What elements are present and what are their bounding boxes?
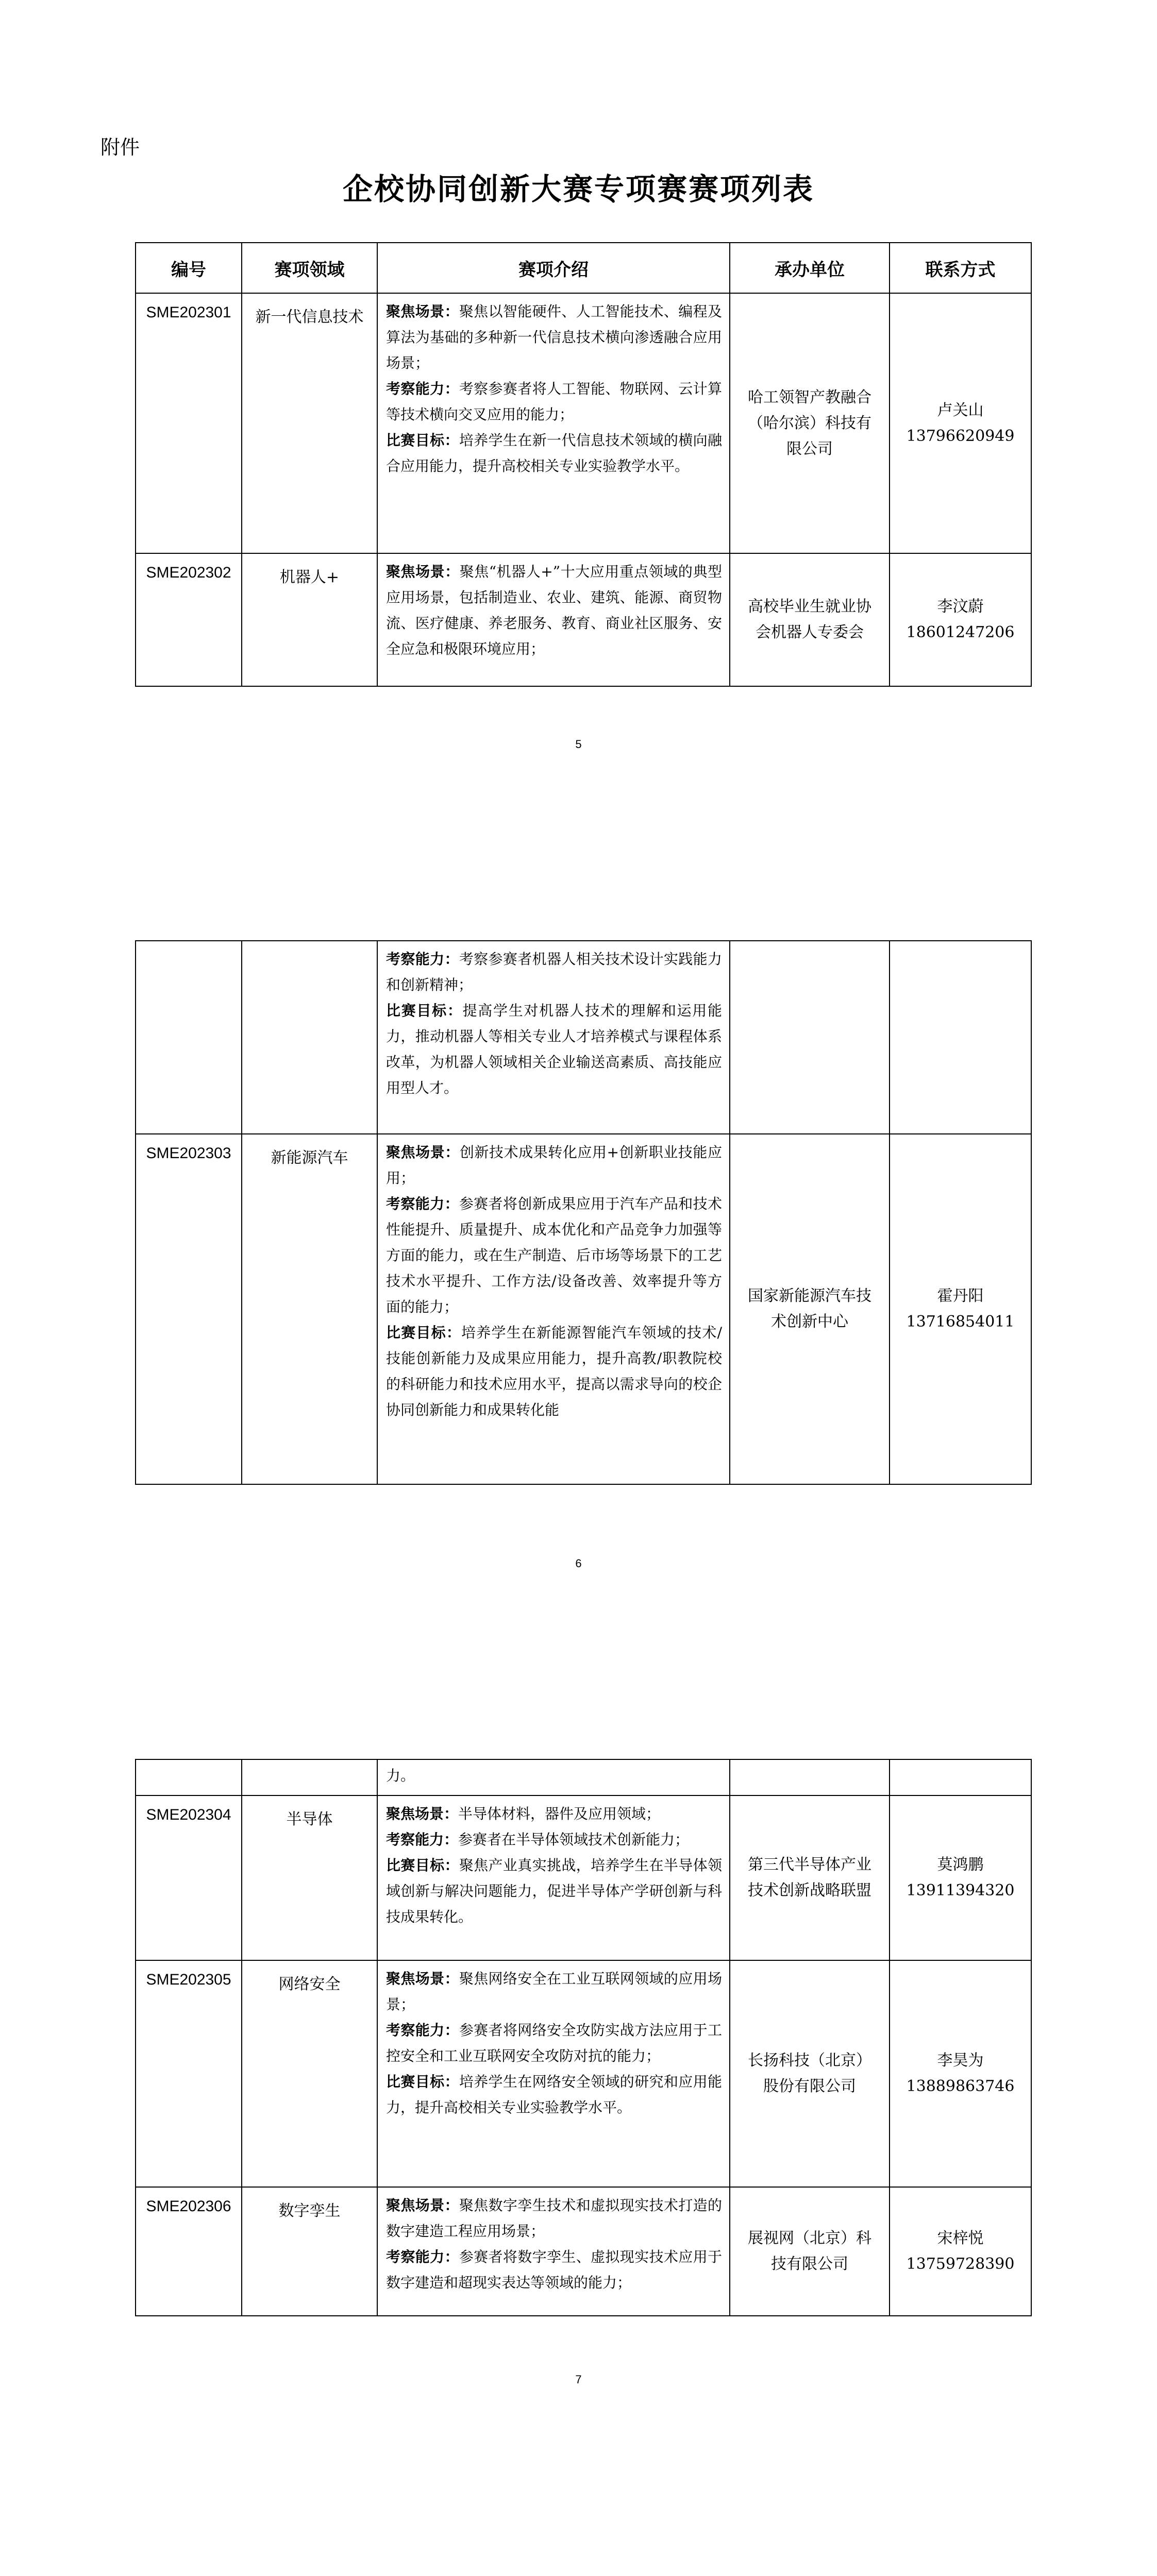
contact-person: 霍丹阳 xyxy=(937,1287,984,1305)
table-header-row xyxy=(136,243,1031,293)
focus-text: 聚焦以智能硬件、人工智能技术、编程及算法为基础的多种新一代信息技术横向渗透融合应用场景； xyxy=(386,303,722,371)
row-field: 网络安全 xyxy=(242,1960,377,2187)
assess-label: 考察能力： xyxy=(386,2022,459,2039)
goal-text: 提高学生对机器人技术的理解和运用能力，推动机器人等相关专业人才培养模式与课程体系改革，为机器人领域相关企业输送高素质、高技能应用型人才。 xyxy=(386,1002,722,1096)
goal-label: 比赛目标： xyxy=(386,1324,462,1341)
header-contact: 联系方式 xyxy=(890,243,1031,293)
row-contact xyxy=(890,2187,1031,2316)
page-2 xyxy=(0,818,1157,1635)
row-contact xyxy=(890,1960,1031,2187)
table-row xyxy=(136,1960,1031,2187)
row-code-empty xyxy=(136,941,242,1134)
row-code: SME202306 xyxy=(136,2187,242,2316)
assess-label: 考察能力： xyxy=(386,951,459,968)
contact-phone: 18601247206 xyxy=(906,623,1015,641)
row-intro xyxy=(377,293,730,553)
table-row xyxy=(136,553,1031,686)
goal-label: 比赛目标： xyxy=(386,1002,463,1019)
table-row xyxy=(136,1795,1031,1960)
row-intro xyxy=(377,1134,730,1484)
page-number: 7 xyxy=(575,2373,582,2386)
goal-text: 培养学生在新一代信息技术领域的横向融合应用能力，提升高校相关专业实验教学水平。 xyxy=(386,432,722,474)
row-code-empty xyxy=(136,1759,242,1795)
row-field: 半导体 xyxy=(242,1795,377,1960)
table-row xyxy=(136,293,1031,553)
document-title: 企校协同创新大赛专项赛赛项列表 xyxy=(342,172,814,207)
page-number: 5 xyxy=(575,738,582,751)
assess-label: 考察能力： xyxy=(386,2248,459,2265)
row-organizer: 第三代半导体产业技术创新战略联盟 xyxy=(730,1795,890,1960)
goal-label: 比赛目标： xyxy=(386,432,459,449)
row-contact xyxy=(890,1795,1031,1960)
row-code: SME202303 xyxy=(136,1134,242,1484)
competition-table-page-3 xyxy=(135,1759,1032,2316)
goal-text: 培养学生在网络安全领域的研究和应用能力，提升高校相关专业实验教学水平。 xyxy=(386,2073,722,2116)
assess-text: 参赛者将网络安全攻防实战方法应用于工控安全和工业互联网安全攻防对抗的能力； xyxy=(386,2022,722,2064)
contact-phone: 13889863746 xyxy=(906,2077,1015,2095)
page-1 xyxy=(0,0,1157,818)
focus-label: 聚焦场景： xyxy=(386,563,460,580)
contact-phone: 13716854011 xyxy=(906,1313,1015,1331)
row-contact-empty xyxy=(890,941,1031,1134)
contact-phone: 13911394320 xyxy=(906,1882,1015,1900)
assess-text: 考察参赛者将人工智能、物联网、云计算等技术横向交叉应用的能力； xyxy=(386,380,722,423)
contact-phone: 13796620949 xyxy=(906,427,1015,445)
contact-person: 宋梓悦 xyxy=(937,2229,984,2247)
assess-text: 参赛者将数字孪生、虚拟现实技术应用于数字建造和超现实表达等领域的能力； xyxy=(386,2248,722,2291)
table-row xyxy=(136,1134,1031,1484)
focus-label: 聚焦场景： xyxy=(386,1144,460,1161)
contact-phone: 13759728390 xyxy=(906,2255,1015,2273)
row-intro xyxy=(377,2187,730,2316)
assess-label: 考察能力： xyxy=(386,1831,459,1848)
goal-text: 聚焦产业真实挑战，培养学生在半导体领域创新与解决问题能力，促进半导体产学研创新与科技成果转化。 xyxy=(386,1857,722,1925)
assess-text: 考察参赛者机器人相关技术设计实践能力和创新精神； xyxy=(386,951,722,993)
row-field: 新一代信息技术 xyxy=(242,293,377,553)
row-intro xyxy=(377,1795,730,1960)
row-contact xyxy=(890,293,1031,553)
focus-label: 聚焦场景： xyxy=(386,2197,459,2214)
row-intro xyxy=(377,553,730,686)
row-code: SME202301 xyxy=(136,293,242,553)
row-code: SME202304 xyxy=(136,1795,242,1960)
contact-person: 卢关山 xyxy=(937,401,984,419)
row-organizer: 国家新能源汽车技术创新中心 xyxy=(730,1134,890,1484)
assess-text: 参赛者将创新成果应用于汽车产品和技术性能提升、质量提升、成本优化和产品竞争力加强等方面的能力，或在生产制造、后市场等场景下的工艺技术水平提升、工作方法/设备改善、效率提升等方面的能力； xyxy=(386,1195,722,1315)
contact-person: 莫鸿鹏 xyxy=(937,1856,984,1874)
row-field-empty xyxy=(242,1759,377,1795)
row-organizer: 长扬科技（北京）股份有限公司 xyxy=(730,1960,890,2187)
row-organizer: 高校毕业生就业协会机器人专委会 xyxy=(730,553,890,686)
goal-text: 培养学生在新能源智能汽车领域的技术/技能创新能力及成果应用能力，提升高教/职教院校的科研能力和技术应用水平，提高以需求导向的校企协同创新能力和成果转化能 xyxy=(386,1324,722,1418)
row-organizer-empty xyxy=(730,1759,890,1795)
table-row-continued xyxy=(136,1759,1031,1795)
continued-tail-text: 力。 xyxy=(386,1767,415,1784)
contact-person: 李昊为 xyxy=(937,2052,984,2070)
row-organizer: 展视网（北京）科技有限公司 xyxy=(730,2187,890,2316)
row-field: 新能源汽车 xyxy=(242,1134,377,1484)
row-code: SME202305 xyxy=(136,1960,242,2187)
row-contact xyxy=(890,1134,1031,1484)
focus-text: 聚焦网络安全在工业互联网领域的应用场景； xyxy=(386,1970,722,2013)
focus-label: 聚焦场景： xyxy=(386,1805,459,1822)
row-field: 机器人+ xyxy=(242,553,377,686)
header-code: 编号 xyxy=(136,243,242,293)
assess-label: 考察能力： xyxy=(386,380,459,397)
focus-text: 创新技术成果转化应用+创新职业技能应用； xyxy=(386,1144,722,1187)
table-row-continued xyxy=(136,941,1031,1134)
row-code: SME202302 xyxy=(136,553,242,686)
contact-person: 李汶蔚 xyxy=(937,598,984,616)
focus-label: 聚焦场景： xyxy=(386,303,459,320)
row-contact-empty xyxy=(890,1759,1031,1795)
page-3 xyxy=(0,1635,1157,2453)
header-field: 赛项领域 xyxy=(242,243,377,293)
row-intro xyxy=(377,1759,730,1795)
row-field-empty xyxy=(242,941,377,1134)
row-organizer: 哈工领智产教融合（哈尔滨）科技有限公司 xyxy=(730,293,890,553)
page-4 xyxy=(0,2453,1157,2576)
assess-text: 参赛者在半导体领域技术创新能力； xyxy=(458,1831,690,1848)
goal-label: 比赛目标： xyxy=(386,1857,459,1874)
assess-label: 考察能力： xyxy=(386,1195,459,1212)
focus-text: 半导体材料，器件及应用领域； xyxy=(458,1805,661,1822)
competition-table-page-2 xyxy=(135,940,1032,1485)
row-intro xyxy=(377,1960,730,2187)
row-intro xyxy=(377,941,730,1134)
page-number: 6 xyxy=(575,1557,582,1570)
row-field: 数字孪生 xyxy=(242,2187,377,2316)
goal-label: 比赛目标： xyxy=(386,2073,459,2090)
focus-text: 聚焦数字孪生技术和虚拟现实技术打造的数字建造工程应用场景； xyxy=(386,2197,722,2240)
attachment-label: 附件 xyxy=(100,136,140,159)
competition-table-page-1 xyxy=(135,242,1032,687)
row-contact xyxy=(890,553,1031,686)
focus-label: 聚焦场景： xyxy=(386,1970,459,1987)
header-intro: 赛项介绍 xyxy=(377,243,730,293)
row-organizer-empty xyxy=(730,941,890,1134)
header-organizer: 承办单位 xyxy=(730,243,890,293)
table-row xyxy=(136,2187,1031,2316)
focus-text: 聚焦“机器人+”十大应用重点领域的典型应用场景，包括制造业、农业、建筑、能源、商贸物流、医疗健康、养老服务、教育、商业社区服务、安全应急和极限环境应用； xyxy=(386,563,722,657)
